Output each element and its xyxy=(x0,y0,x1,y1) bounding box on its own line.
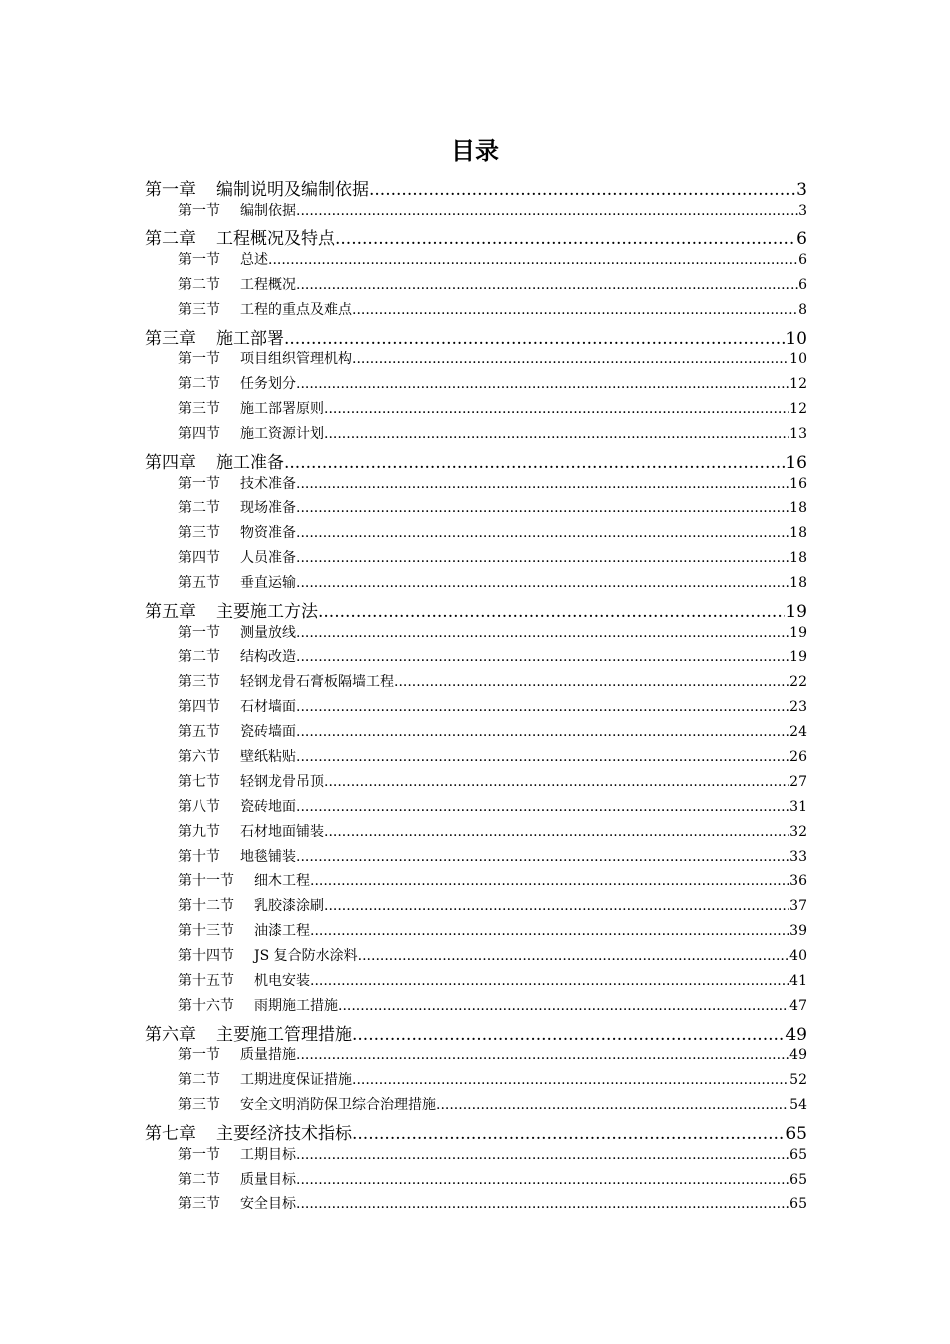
toc-section-entry[interactable] xyxy=(145,1193,807,1218)
toc-section-entry[interactable] xyxy=(145,671,807,696)
toc-entry-number: 第一节 xyxy=(178,475,220,492)
toc-dot-leader xyxy=(296,277,798,293)
toc-entry-number: 第二章 xyxy=(145,229,196,250)
toc-entry-page-number: 65 xyxy=(785,1124,807,1144)
toc-entry-title: 现场准备 xyxy=(240,500,296,517)
toc-section-entry[interactable] xyxy=(145,398,807,423)
toc-entry-page-number: 65 xyxy=(789,1171,807,1188)
toc-dot-leader xyxy=(296,1196,789,1212)
toc-entry-page-number: 16 xyxy=(789,475,807,492)
toc-entry-page-number: 52 xyxy=(789,1072,807,1089)
toc-entry-page-number: 49 xyxy=(785,1024,807,1045)
toc-section-entry[interactable] xyxy=(145,721,807,746)
toc-section-entry[interactable] xyxy=(145,1069,807,1094)
toc-dot-leader xyxy=(296,476,789,492)
toc-entry-title: 安全目标 xyxy=(240,1196,296,1213)
toc-entry-title: 安全文明消防保卫综合治理措施 xyxy=(240,1097,436,1114)
toc-entry-title: 编制依据 xyxy=(240,202,296,219)
toc-dot-leader xyxy=(296,203,798,219)
toc-entry-number: 第二节 xyxy=(178,500,220,517)
toc-entry-page-number: 6 xyxy=(798,252,807,269)
toc-entry-number: 第一章 xyxy=(145,180,196,200)
toc-entry-title: 轻钢龙骨吊顶 xyxy=(240,773,324,790)
toc-dot-leader xyxy=(324,774,789,790)
toc-entry-title: 壁纸粘贴 xyxy=(240,749,296,765)
toc-entry-number: 第二节 xyxy=(178,276,220,293)
toc-entry-number: 第一节 xyxy=(178,1047,220,1064)
toc-section-entry[interactable] xyxy=(145,473,807,498)
toc-entry-number: 第三节 xyxy=(178,674,220,691)
toc-entry-page-number: 36 xyxy=(789,873,807,890)
toc-dot-leader xyxy=(324,401,789,417)
toc-section-entry[interactable] xyxy=(145,274,807,299)
toc-entry-title: 石材墙面 xyxy=(240,699,296,716)
toc-entry-title: 物资准备 xyxy=(240,525,296,542)
toc-chapter-entry[interactable] xyxy=(145,1119,807,1144)
toc-entry-number: 第二节 xyxy=(178,649,220,666)
toc-entry-number: 第三节 xyxy=(178,1196,220,1213)
toc-entry-title: 工期目标 xyxy=(240,1146,296,1163)
toc-section-entry[interactable] xyxy=(145,895,807,920)
toc-entry-number: 第十六节 xyxy=(178,997,234,1014)
toc-entry-title: 技术准备 xyxy=(240,475,296,492)
toc-entry-page-number: 41 xyxy=(789,973,807,990)
toc-section-entry[interactable] xyxy=(145,373,807,398)
toc-entry-page-number: 32 xyxy=(789,823,807,840)
toc-entry-page-number: 10 xyxy=(789,351,807,368)
toc-entry-page-number: 40 xyxy=(789,948,807,965)
toc-section-entry[interactable] xyxy=(145,547,807,572)
toc-entry-title: 任务划分 xyxy=(240,376,296,393)
toc-entry-title: 质量措施 xyxy=(240,1047,296,1064)
toc-entry-title: 地毯铺装 xyxy=(240,848,296,865)
toc-entry-number: 第五节 xyxy=(178,575,220,592)
toc-entry-number: 第三章 xyxy=(145,328,196,349)
toc-dot-leader xyxy=(310,873,789,889)
toc-entry-title: 主要经济技术指标 xyxy=(216,1124,352,1144)
toc-section-entry[interactable] xyxy=(145,522,807,547)
toc-entry-title: 总述 xyxy=(240,252,268,269)
toc-dot-leader xyxy=(296,376,789,392)
toc-dot-leader xyxy=(268,252,798,268)
toc-entry-title: 油漆工程 xyxy=(254,923,310,940)
toc-section-entry[interactable] xyxy=(145,970,807,995)
toc-entry-page-number: 24 xyxy=(789,724,807,741)
toc-chapter-entry[interactable] xyxy=(145,1020,807,1045)
toc-entry-number: 第一节 xyxy=(178,202,220,219)
toc-entry-page-number: 22 xyxy=(789,674,807,691)
toc-entry-page-number: 6 xyxy=(798,276,807,293)
toc-entry-page-number: 19 xyxy=(785,601,807,622)
toc-section-entry[interactable] xyxy=(145,249,807,274)
toc-entry-title: 施工资源计划 xyxy=(240,426,324,443)
toc-entry-title: 人员准备 xyxy=(240,550,296,567)
toc-chapter-entry[interactable] xyxy=(145,448,807,473)
toc-dot-leader xyxy=(436,1097,789,1113)
toc-dot-leader xyxy=(296,575,789,591)
toc-dot-leader xyxy=(296,525,789,541)
toc-entry-number: 第四节 xyxy=(178,699,220,716)
toc-chapter-entry[interactable] xyxy=(145,224,807,249)
toc-entry-number: 第十三节 xyxy=(178,923,234,940)
toc-entry-page-number: 10 xyxy=(785,328,807,349)
toc-dot-leader xyxy=(318,602,785,622)
toc-entry-number: 第一节 xyxy=(178,252,220,269)
toc-section-entry[interactable] xyxy=(145,771,807,796)
table-of-contents xyxy=(145,175,807,1218)
toc-section-entry[interactable] xyxy=(145,1094,807,1119)
toc-entry-number: 第六节 xyxy=(178,749,220,765)
toc-entry-title: 雨期施工措施 xyxy=(254,997,338,1014)
toc-entry-page-number: 33 xyxy=(789,848,807,865)
toc-entry-title: 细木工程 xyxy=(254,873,310,890)
toc-dot-leader xyxy=(296,1047,789,1063)
toc-entry-number: 第三节 xyxy=(178,301,220,318)
toc-entry-number: 第五节 xyxy=(178,724,220,741)
toc-section-entry[interactable] xyxy=(145,622,807,647)
toc-entry-number: 第二节 xyxy=(178,1072,220,1089)
toc-dot-leader xyxy=(358,948,790,964)
toc-entry-page-number: 47 xyxy=(789,997,807,1014)
toc-section-entry[interactable] xyxy=(145,572,807,597)
toc-chapter-entry[interactable] xyxy=(145,175,807,200)
toc-chapter-entry[interactable] xyxy=(145,324,807,349)
toc-dot-leader xyxy=(352,1124,785,1144)
page-title: 目录 xyxy=(451,137,499,165)
toc-entry-title: 工期进度保证措施 xyxy=(240,1072,352,1089)
toc-dot-leader xyxy=(296,799,789,815)
toc-entry-title: 测量放线 xyxy=(240,624,296,641)
toc-dot-leader xyxy=(352,1025,785,1045)
toc-entry-title: 瓷砖墙面 xyxy=(240,724,296,741)
toc-entry-page-number: 31 xyxy=(789,798,807,815)
toc-section-entry[interactable] xyxy=(145,920,807,945)
toc-section-entry[interactable] xyxy=(145,870,807,895)
toc-chapter-entry[interactable] xyxy=(145,597,807,622)
toc-entry-page-number: 27 xyxy=(789,773,807,790)
toc-entry-title: 施工准备 xyxy=(216,452,284,473)
toc-entry-title: 乳胶漆涂刷 xyxy=(254,898,324,915)
toc-entry-page-number: 18 xyxy=(789,575,807,592)
toc-entry-title: 主要施工方法 xyxy=(216,601,318,622)
toc-entry-page-number: 13 xyxy=(789,426,807,443)
toc-section-entry[interactable] xyxy=(145,846,807,871)
toc-entry-title: 工程概况 xyxy=(240,276,296,293)
toc-dot-leader xyxy=(352,302,798,318)
toc-entry-page-number: 23 xyxy=(789,699,807,716)
toc-entry-number: 第十一节 xyxy=(178,873,234,890)
toc-dot-leader xyxy=(324,898,789,914)
toc-section-entry[interactable] xyxy=(145,299,807,324)
toc-section-entry[interactable] xyxy=(145,1169,807,1194)
toc-entry-page-number: 18 xyxy=(789,500,807,517)
toc-entry-number: 第六章 xyxy=(145,1024,196,1045)
toc-entry-title: 垂直运输 xyxy=(240,575,296,592)
toc-entry-page-number: 19 xyxy=(789,624,807,641)
toc-entry-number: 第一节 xyxy=(178,1146,220,1163)
toc-section-entry[interactable] xyxy=(145,348,807,373)
toc-entry-title: 石材地面铺装 xyxy=(240,823,324,840)
toc-dot-leader xyxy=(296,699,789,715)
toc-entry-title: 轻钢龙骨石膏板隔墙工程 xyxy=(240,674,394,691)
toc-section-entry[interactable] xyxy=(145,746,807,771)
toc-entry-number: 第五章 xyxy=(145,601,196,622)
toc-dot-leader xyxy=(324,426,789,442)
toc-dot-leader xyxy=(296,724,789,740)
toc-entry-page-number: 54 xyxy=(789,1097,807,1114)
toc-entry-page-number: 8 xyxy=(798,301,807,318)
toc-entry-page-number: 39 xyxy=(789,923,807,940)
toc-entry-number: 第四节 xyxy=(178,426,220,443)
toc-entry-number: 第七节 xyxy=(178,773,220,790)
toc-entry-page-number: 3 xyxy=(796,180,807,200)
toc-dot-leader xyxy=(352,1072,789,1088)
toc-dot-leader xyxy=(324,824,789,840)
toc-entry-title: 施工部署 xyxy=(216,328,284,349)
toc-dot-leader xyxy=(296,849,789,865)
toc-entry-number: 第一节 xyxy=(178,351,220,368)
toc-section-entry[interactable] xyxy=(145,995,807,1020)
toc-entry-page-number: 26 xyxy=(789,749,807,765)
toc-entry-number: 第十五节 xyxy=(178,973,234,990)
toc-entry-page-number: 18 xyxy=(789,525,807,542)
toc-dot-leader xyxy=(296,625,789,641)
toc-dot-leader xyxy=(310,923,789,939)
toc-entry-number: 第二节 xyxy=(178,1171,220,1188)
toc-dot-leader xyxy=(369,180,796,200)
toc-section-entry[interactable] xyxy=(145,497,807,522)
toc-entry-page-number: 12 xyxy=(789,376,807,393)
toc-section-entry[interactable] xyxy=(145,796,807,821)
toc-entry-number: 第九节 xyxy=(178,823,220,840)
toc-entry-page-number: 12 xyxy=(789,401,807,418)
toc-dot-leader xyxy=(296,550,789,566)
toc-section-entry[interactable] xyxy=(145,646,807,671)
toc-entry-number: 第十二节 xyxy=(178,898,234,915)
toc-entry-number: 第四节 xyxy=(178,550,220,567)
toc-entry-title: 瓷砖地面 xyxy=(240,798,296,815)
toc-dot-leader xyxy=(394,674,789,690)
toc-section-entry[interactable] xyxy=(145,821,807,846)
toc-dot-leader xyxy=(338,998,789,1014)
toc-entry-number: 第三节 xyxy=(178,525,220,542)
toc-entry-number: 第三节 xyxy=(178,401,220,418)
toc-dot-leader xyxy=(310,973,789,989)
toc-entry-page-number: 6 xyxy=(796,229,807,250)
toc-dot-leader xyxy=(284,329,785,349)
toc-section-entry[interactable] xyxy=(145,1044,807,1069)
toc-dot-leader xyxy=(296,500,789,516)
toc-entry-title: 主要施工管理措施 xyxy=(216,1024,352,1045)
toc-entry-number: 第二节 xyxy=(178,376,220,393)
toc-entry-title: 结构改造 xyxy=(240,649,296,666)
toc-entry-title: 机电安装 xyxy=(254,973,310,990)
toc-dot-leader xyxy=(352,351,789,367)
toc-entry-number: 第三节 xyxy=(178,1097,220,1114)
toc-entry-page-number: 37 xyxy=(789,898,807,915)
toc-entry-page-number: 19 xyxy=(789,649,807,666)
toc-dot-leader xyxy=(284,453,785,473)
toc-entry-title: 工程概况及特点 xyxy=(216,229,335,250)
toc-section-entry[interactable] xyxy=(145,423,807,448)
toc-entry-title: 编制说明及编制依据 xyxy=(216,180,369,200)
toc-entry-page-number: 3 xyxy=(798,202,807,219)
toc-section-entry[interactable] xyxy=(145,696,807,721)
toc-section-entry[interactable] xyxy=(145,200,807,225)
toc-dot-leader xyxy=(296,749,789,765)
toc-dot-leader xyxy=(296,1147,789,1163)
toc-entry-number: 第四章 xyxy=(145,452,196,473)
toc-entry-number: 第八节 xyxy=(178,798,220,815)
toc-entry-title: 工程的重点及难点 xyxy=(240,301,352,318)
toc-dot-leader xyxy=(296,1172,789,1188)
toc-entry-page-number: 49 xyxy=(789,1047,807,1064)
toc-section-entry[interactable] xyxy=(145,945,807,970)
toc-entry-page-number: 65 xyxy=(789,1196,807,1213)
toc-entry-page-number: 18 xyxy=(789,550,807,567)
toc-entry-title: 施工部署原则 xyxy=(240,401,324,418)
toc-entry-page-number: 16 xyxy=(785,452,807,473)
toc-entry-title: JS 复合防水涂料 xyxy=(254,948,358,965)
toc-entry-title: 项目组织管理机构 xyxy=(240,351,352,368)
toc-dot-leader xyxy=(335,229,796,249)
toc-entry-number: 第十节 xyxy=(178,848,220,865)
toc-entry-page-number: 65 xyxy=(789,1146,807,1163)
toc-entry-number: 第七章 xyxy=(145,1124,196,1144)
toc-section-entry[interactable] xyxy=(145,1144,807,1169)
toc-entry-title: 质量目标 xyxy=(240,1171,296,1188)
toc-dot-leader xyxy=(296,649,789,665)
toc-entry-number: 第十四节 xyxy=(178,948,234,965)
toc-entry-number: 第一节 xyxy=(178,624,220,641)
